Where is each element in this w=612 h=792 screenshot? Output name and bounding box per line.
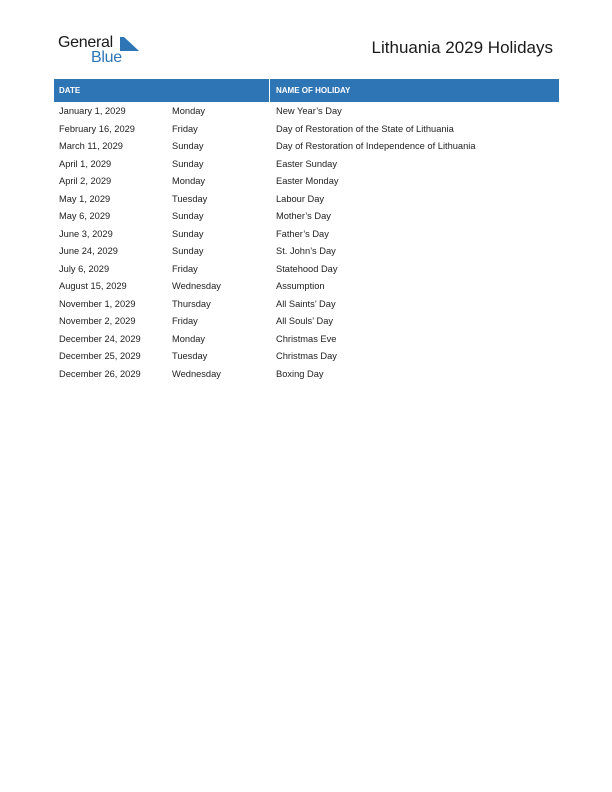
holiday-weekday: Monday (172, 106, 206, 116)
holiday-date: November 1, 2029 (59, 298, 136, 309)
holiday-name: Christmas Day (276, 351, 337, 361)
table-row (54, 137, 559, 155)
holiday-date: December 25, 2029 (59, 351, 141, 361)
holiday-name: All Souls’ Day (276, 316, 334, 326)
holiday-date: August 15, 2029 (59, 281, 127, 291)
table-row (54, 120, 559, 138)
holiday-weekday: Tuesday (172, 351, 208, 361)
holiday-weekday: Sunday (172, 211, 204, 221)
holiday-weekday: Monday (172, 333, 206, 344)
holiday-date: November 2, 2029 (59, 316, 136, 326)
holiday-name: Christmas Eve (276, 333, 337, 344)
holiday-name: Father’s Day (276, 228, 329, 239)
holiday-name: Boxing Day (276, 368, 324, 379)
holiday-date: April 1, 2029 (59, 158, 112, 169)
holiday-name: Statehood Day (276, 263, 338, 274)
holiday-name: Labour Day (276, 193, 325, 204)
holiday-date: June 3, 2029 (59, 228, 113, 239)
page-title: Lithuania 2029 Holidays (371, 38, 553, 57)
holiday-name: New Year’s Day (276, 106, 342, 116)
holiday-date: June 24, 2029 (59, 246, 118, 256)
holiday-name: Easter Monday (276, 176, 339, 186)
holiday-date: December 24, 2029 (59, 333, 141, 344)
holiday-date: December 26, 2029 (59, 368, 141, 379)
holiday-weekday: Sunday (172, 158, 204, 169)
holiday-date: March 11, 2029 (59, 141, 123, 151)
holiday-name: Assumption (276, 281, 325, 291)
holiday-name: Day of Restoration of Independence of Lithuania (276, 141, 476, 151)
table-row (54, 207, 559, 225)
table-row (54, 225, 559, 243)
table-row (54, 172, 559, 190)
holiday-weekday: Sunday (172, 228, 204, 239)
holiday-table (54, 79, 559, 382)
column-header-holiday-name: NAME OF HOLIDAY (276, 86, 351, 95)
holiday-date: April 2, 2029 (59, 176, 112, 186)
holiday-weekday: Sunday (172, 141, 204, 151)
column-header-date: DATE (59, 86, 81, 95)
generalblue-logo (58, 34, 148, 70)
header-divider (269, 79, 270, 102)
holiday-date: July 6, 2029 (59, 263, 110, 274)
logo-word-blue: Blue (91, 49, 122, 66)
holiday-date: January 1, 2029 (59, 106, 126, 116)
holiday-weekday: Friday (172, 123, 198, 134)
table-row (54, 330, 559, 348)
holiday-name: Day of Restoration of the State of Lithuania (276, 123, 454, 134)
table-row (54, 242, 559, 260)
holiday-weekday: Wednesday (172, 368, 221, 379)
table-body (54, 102, 559, 382)
holiday-weekday: Friday (172, 316, 198, 326)
table-row (54, 102, 559, 120)
holiday-weekday: Wednesday (172, 281, 221, 291)
table-header-row (54, 79, 559, 102)
logo-triangle-icon (120, 37, 139, 51)
holiday-date: February 16, 2029 (59, 123, 135, 134)
logo-word-general: General (58, 34, 113, 51)
holiday-weekday: Tuesday (172, 193, 208, 204)
holiday-weekday: Sunday (172, 246, 204, 256)
holiday-weekday: Friday (172, 263, 198, 274)
holiday-name: Easter Sunday (276, 158, 337, 169)
holiday-name: St. John’s Day (276, 246, 336, 256)
holiday-name: Mother’s Day (276, 211, 331, 221)
holiday-weekday: Monday (172, 176, 206, 186)
table-row (54, 190, 559, 208)
holiday-date: May 1, 2029 (59, 193, 111, 204)
table-row (54, 277, 559, 295)
holiday-weekday: Thursday (172, 298, 211, 309)
table-row (54, 312, 559, 330)
table-row (54, 155, 559, 173)
table-row (54, 365, 559, 383)
holiday-date: May 6, 2029 (59, 211, 111, 221)
table-row (54, 295, 559, 313)
table-row (54, 347, 559, 365)
holiday-name: All Saints’ Day (276, 298, 336, 309)
table-row (54, 260, 559, 278)
